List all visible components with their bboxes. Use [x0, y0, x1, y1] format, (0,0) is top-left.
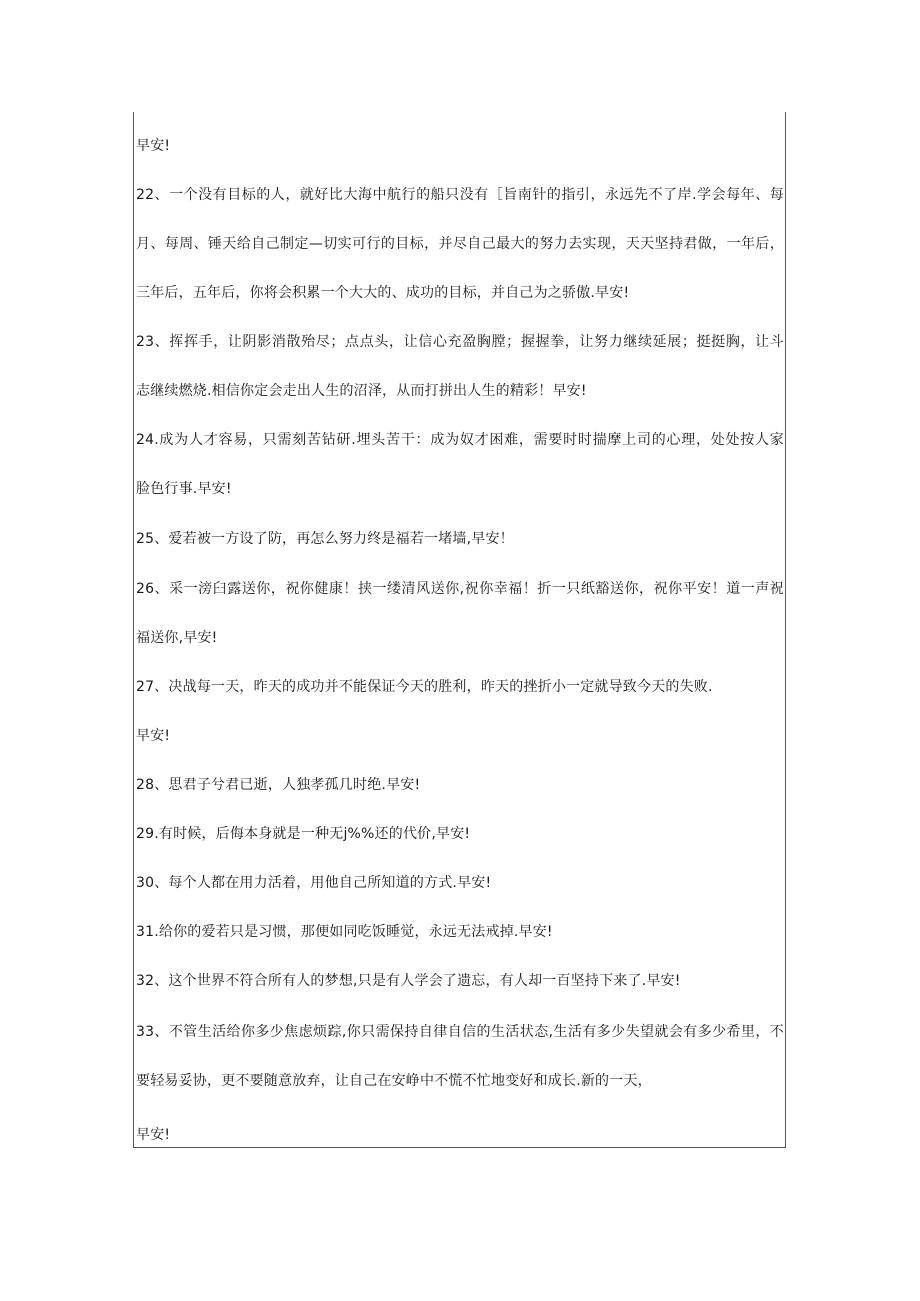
text-line-11: 福送你,早安! [136, 630, 218, 646]
text-line-8: 脸色行事.早安! [136, 481, 232, 497]
text-line-17: 31.给你的爱若只是习惯，那便如同吃饭睡觉，永远无法戒掉.早安! [136, 924, 553, 940]
text-line-9: 25、爱若被一方设了防，再怎么努力终是福若一堵墙,早安！ [136, 531, 514, 547]
text-line-5: 23、挥挥手，让阴影消散殆尽；点点头，让信心充盈胸膛；握握拳，让努力继续延展；挺挺胸，让斗 [136, 334, 784, 350]
text-line-18: 32、这个世界不符合所有人的梦想,只是有人学会了遗忘，有人却一百坚持下来了.早安! [136, 973, 681, 989]
text-line-15: 29.有时候，后侮本身就是一种无j%%还的代价,早安! [136, 826, 471, 842]
text-line-10: 26、采一滂臼露送你，祝你健康！挟一缕清风送你,祝你幸福！折一只纸豁送你，祝你平安！道一声祝 [136, 581, 784, 597]
text-line-13: 早安! [136, 728, 171, 744]
text-line-7: 24.成为人才容易，只需刻苦钻研.埋头苦干：成为奴才困难，需要时时揣摩上司的心理，处处按人家 [136, 432, 784, 448]
text-line-2: 22、一个没有目标的人，就好比大海中航行的船只没有［旨南针的指引，永远先不了岸.学会每年、每 [136, 187, 784, 203]
text-line-12: 27、决战每一天，昨天的成功并不能保证今天的胜利，昨天的挫折小一定就导致今天的失败. [136, 679, 713, 695]
text-line-14: 28、思君子兮君已逝，人独孝孤几时绝.早安! [136, 777, 421, 793]
text-line-3: 月、每周、锤天给自己制定—切实可行的目标，并尽自己最大的努力去实现，天天坚持君做，一年后， [136, 236, 784, 252]
text-line-4: 三年后，五年后，你将会积累一个大大的、成功的目标，并自己为之骄傲.早安! [136, 285, 630, 301]
text-line-16: 30、每个人都在用力活着，用他自己所知道的方式.早安! [136, 875, 492, 891]
text-line-21: 早安! [136, 1127, 171, 1143]
text-line-20: 要轻易妥协，更不要随意放弃，让自己在安峥中不慌不忙地变好和成长.新的一天， [136, 1073, 652, 1089]
text-line-1: 早安! [136, 138, 171, 154]
text-line-19: 33、不管生活给你多少焦虑烦踪,你只需保持自律自信的生活状态,生活有多少失望就会有多少希里，不 [136, 1024, 784, 1040]
text-line-6: 志继续燃烧.相信你定会走出人生的沼泽，从而打拼出人生的精彩！早安! [136, 383, 587, 399]
